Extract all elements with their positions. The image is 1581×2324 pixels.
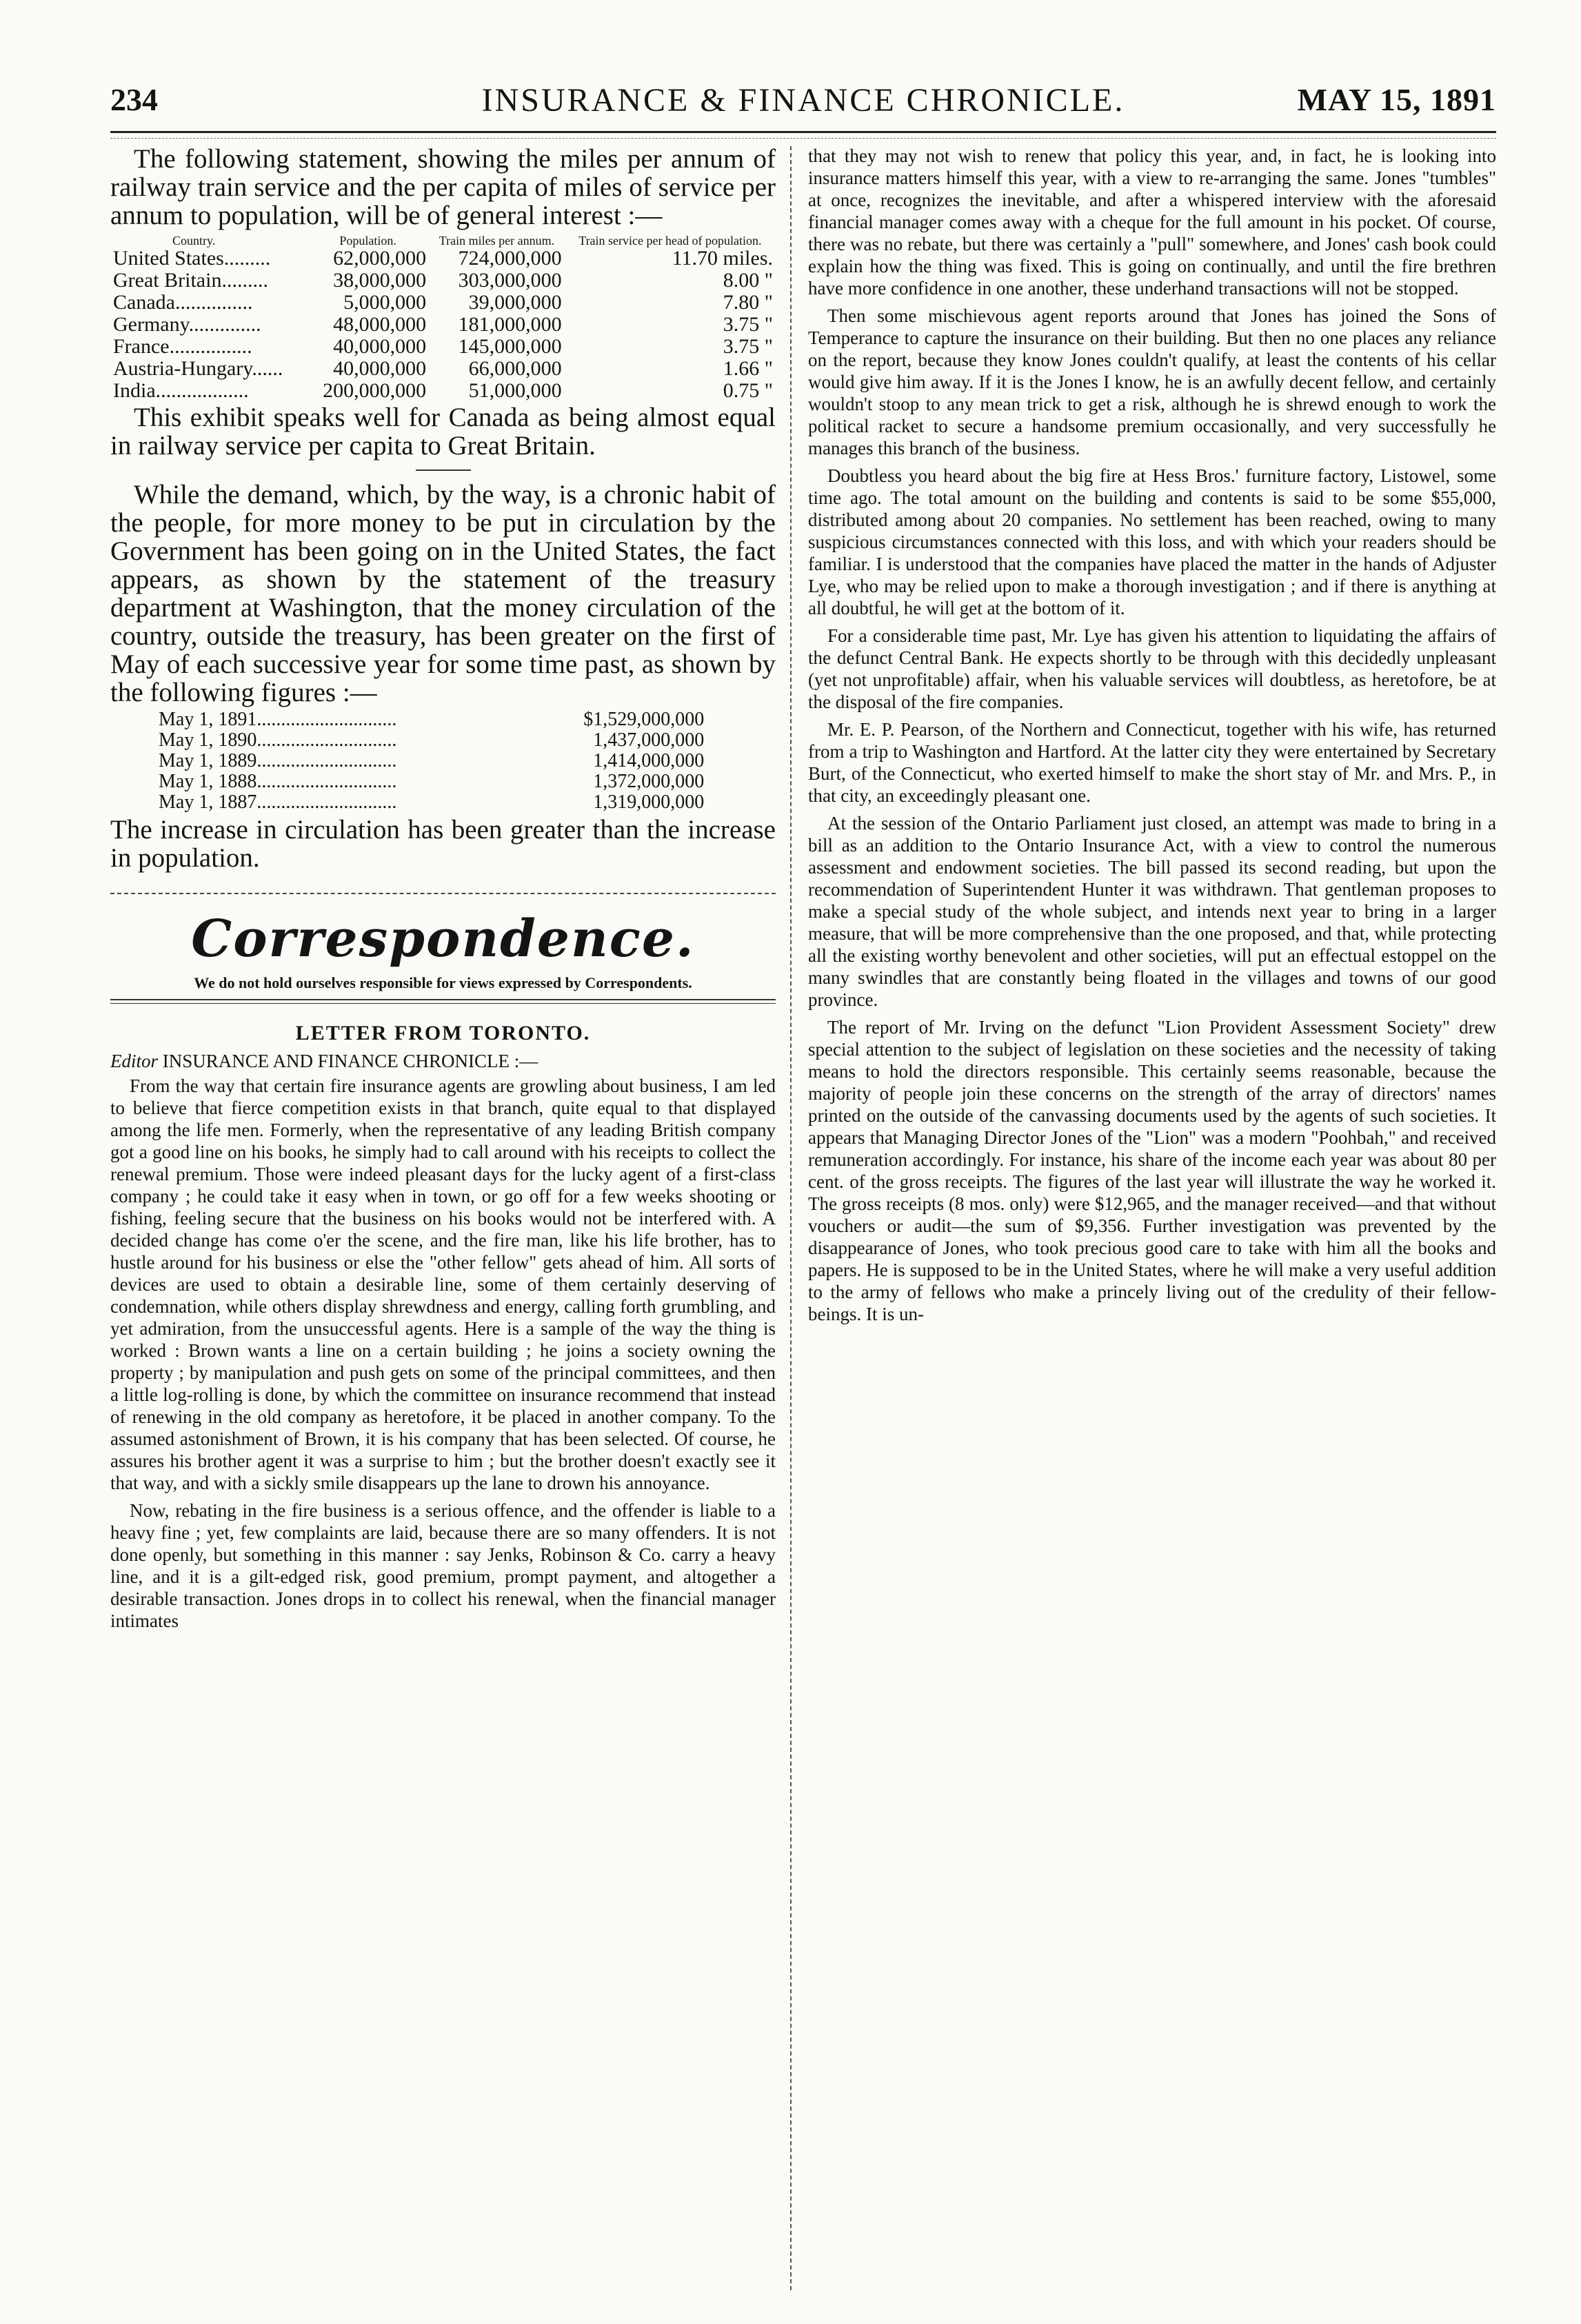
date-cell: May 1, 1887............................. [159,791,397,813]
letter-paragraph: Doubtless you heard about the big fire at Hess Bros.' furniture factory, Listowel, some time ago. The total amount on the building and contents is said to be some $55,000, distributed among about 20 companies. No settlement has been reached, owing to many suspicious circumstances connected with this loss, and with which your readers should be familiar. I is understood that the companies have placed the matter in the hands of Adjuster Lye, who may be relied upon to make a thorough investigation ; and if there is anything at all doubtful, he will get at the bottom of it. [808,465,1496,618]
circulation-article [110,481,776,872]
population-cell: 5,000,000 [343,291,427,314]
railway-header-country: Country. [172,234,216,247]
train-miles-cell: 51,000,000 [468,379,562,402]
amount-cell: 1,437,000,000 [593,729,705,751]
letter-body-right [808,145,1496,1325]
population-cell: 62,000,000 [333,247,427,270]
railway-table [110,234,776,402]
correspondence-disclaimer: We do not hold ourselves responsible for views expressed by Correspondents. [194,974,692,991]
country-cell: Germany.............. [113,313,261,336]
letter-body-left [110,1075,776,1632]
section-separator [416,469,471,471]
amount-cell: 1,319,000,000 [593,791,705,813]
service-cell: 11.70 miles. [672,247,773,270]
amount-cell: 1,372,000,000 [593,771,705,792]
train-miles-cell: 39,000,000 [468,291,562,314]
amount-cell: 1,414,000,000 [593,750,705,771]
circulation-table [159,709,704,813]
letter-paragraph: Now, rebating in the fire business is a serious offence, and the offender is liable to a heavy fine ; yet, few complaints are laid, because there are so many offenders. It is not done openly, but something in this manner : say Jenks, Robinson & Co. carry a heavy line, and it is a gilt-edged risk, good premium, prompt payment, and altogether a desirable transaction. Jones drops in to collect his renewal, when the financial manager intimates [110,1500,776,1631]
letter-paragraph: At the session of the Ontario Parliament just closed, an attempt was made to bring in a bill as an addition to the Ontario Insurance Act, with a view to control the numerous assessment and endowment societies. The bill passed its second reading, but upon the recommendation of Superintendent Hunter it was withdrawn. That gentleman proposes to make a special study of the whole subject, and intends next year to bring in a larger measure, that will be more comprehensive than the one proposed, and that, while protecting all the existing worthy benevolent and other societies, will put an effectual estoppel on the many swindles that are constantly being floated in the villages and towns of our good province. [808,813,1496,1010]
table-row [110,247,776,270]
page-number: 234 [110,82,158,117]
population-cell: 40,000,000 [333,335,427,358]
decorative-rule [110,893,776,894]
salutation-publication: INSURANCE AND FINANCE CHRONICLE :— [162,1051,538,1071]
column-divider [790,146,792,2290]
service-cell: 1.66 " [723,357,773,380]
table-row [159,792,704,813]
train-miles-cell: 724,000,000 [458,247,562,270]
table-row [110,358,776,380]
country-cell: Austria-Hungary...... [113,357,283,380]
issue-date: MAY 15, 1891 [1297,82,1496,117]
service-cell: 3.75 " [723,313,773,336]
date-cell: May 1, 1891............................. [159,709,397,730]
letter-paragraph: The report of Mr. Irving on the defunct "Lion Provident Assessment Society" drew special attention to the subject of legislation on these societies and the necessity of taking means to hold the directors responsible. This certainly seems reasonable, because the majority of people join these concerns on the strength of the array of directors' names printed on the outside of the canvassing documents used by the agents of such societies. It appears that Managing Director Jones of the "Lion" was a modern "Poohbah," and received remuneration accordingly. For instance, his share of the income each year was about 80 per cent. of the gross receipts. The figures of the last year will illustrate the way he worked it. The gross receipts (8 mos. only) were $12,965, and the manager received—and that without vouchers or audit—the sum of $9,356. Further investigation was prevented by the disappearance of Jones, who took precious good care to take with him all the books and papers. He is supposed to be in the United States, where he will make a very useful addition to the army of fellows who make a princely living out of the credulity of their fellow-beings. It is un- [808,1017,1496,1324]
country-cell: Great Britain......... [113,269,268,292]
letter-salutation [110,1051,776,1072]
header-rule-dashed [110,138,1496,139]
service-cell: 7.80 " [723,291,773,314]
table-row [110,292,776,314]
country-cell: France................ [113,335,252,358]
circulation-conclusion: The increase in circulation has been greater than the increase in population. [110,815,776,873]
header-rule [110,131,1496,133]
railway-conclusion: This exhibit speaks well for Canada as being almost equal in railway service per capita to Great Britain. [110,403,776,461]
population-cell: 40,000,000 [333,357,427,380]
table-row [110,270,776,292]
population-cell: 48,000,000 [333,313,427,336]
double-rule [110,999,776,1004]
table-row [159,771,704,792]
population-cell: 38,000,000 [333,269,427,292]
country-cell: United States......... [113,247,271,270]
letter-title: LETTER FROM TORONTO. [295,1022,591,1044]
right-column [808,145,1496,2310]
letter-paragraph: that they may not wish to renew that policy this year, and, in fact, he is looking into insurance matters himself this year, with a view to re-arranging the same. Jones "tumbles" at once, recognizes the inevitable, and after a whispered interview with the aforesaid financial manager comes away with a cheque for the full amount in his pocket. Of course, there was no rebate, but there was certainly a "pull" somewhere, and Jones' cash book could explain how the thing was fixed. This is going on continually, and until the fire brethren have more confidence in one another, these underhand transactions will not be stopped. [808,145,1496,299]
country-cell: India.................. [113,379,249,402]
train-miles-cell: 66,000,000 [468,357,562,380]
train-miles-cell: 145,000,000 [458,335,562,358]
letter-paragraph: Mr. E. P. Pearson, of the Northern and Connecticut, together with his wife, has returned from a trip to Washington and Hartford. At the latter city they were entertained by Secretary Burt, of the Connecticut, who exerted himself to make the short stay of Mr. and Mrs. P., in that city, an exceedingly pleasant one. [808,719,1496,806]
left-column [110,145,776,2310]
amount-cell: $1,529,000,000 [583,709,705,730]
salutation-editor: Editor [110,1051,159,1071]
letter-paragraph: Then some mischievous agent reports around that Jones has joined the Sons of Temperance to capture the insurance on their building. But then no one places any reliance on the report, because they know Jones couldn't qualify, at least the contents of his cellar would give him away. If it is the Jones I know, he is an awfully decent fellow, and certainly wouldn't stoop to any mean trick to get a risk, although he is shrewd enough to work the political racket to secure a handsome premium occasionally, and very successfully he manages this branch of the business. [808,305,1496,458]
railway-header-population: Population. [339,234,396,247]
railway-table-header [110,234,776,247]
table-row [159,730,704,751]
population-cell: 200,000,000 [323,379,427,402]
page-header [110,81,1496,123]
table-row [110,314,776,336]
service-cell: 0.75 " [723,379,773,402]
service-cell: 8.00 " [723,269,773,292]
country-cell: Canada............... [113,291,253,314]
train-miles-cell: 181,000,000 [458,313,562,336]
railway-intro: The following statement, showing the miles per annum of railway train service and the per capita of miles of service per annum to population, will be of general interest :— [110,145,776,230]
table-row [159,709,704,730]
railway-header-train-miles: Train miles per annum. [439,234,555,247]
table-row [159,751,704,771]
letter-paragraph: For a considerable time past, Mr. Lye has given his attention to liquidating the affairs of the defunct Central Bank. He expects shortly to be through with this decidedly unpleasant (yet not unprofitable) affair, when his valuable services will doubtless, as heretofore, be at the disposal of the fire companies. [808,625,1496,712]
table-row [110,336,776,358]
letter-paragraph: From the way that certain fire insurance agents are growling about business, I am led to believe that fierce competition exists in that branch, quite equal to that displayed among the life men. Formerly, when the representative of any leading British company got a good line on his books, he simply had to call around with his receipts to collect the renewal premium. Those were indeed pleasant days for the lucky agent of a first-class company ; he could take it easy when in town, or go off for a few weeks shooting or fishing, feeling secure that the business on his books would not be interfered with. A decided change has come o'er the scene, and the fire man, like his life brother, has to hustle around for his business or else the "other fellow" gets ahead of him. All sorts of devices are used to obtain a desirable line, some of them certainly deserving of condemnation, while others display shrewdness and energy, calling forth grumbling, and yet admiration, from the unsuccessful agents. Here is a sample of the way the thing is worked : Brown wants a line on a certain building ; he joins a society owning the property ; by manipulation and push gets on some of the principal committees, and then a little log-rolling is done, by which the committee on insurance recommend that instead of renewing in the old company as heretofore, it be placed in another company. To the assumed astonishment of Brown, it is his company that has been selected. Of course, he assures his brother agent it was a surprise to him ; but the brother doesn't exactly see it that way, and with a sickly smile disappears up the lane to drown his annoyance. [110,1075,776,1493]
date-cell: May 1, 1888............................. [159,771,397,792]
date-cell: May 1, 1890............................. [159,729,397,751]
service-cell: 3.75 " [723,335,773,358]
publication-title: INSURANCE & FINANCE CHRONICLE. [481,82,1125,119]
table-row [110,380,776,402]
circulation-intro: While the demand, which, by the way, is a chronic habit of the people, for more money to be put in circulation by the Government has been going on in the United States, the fact appears, as shown by the statement of the treasury department at Washington, that the money circulation of the country, outside the treasury, has been greater on the first of May of each successive year for some time past, as shown by the following figures :— [110,480,776,707]
railway-article [110,145,776,460]
correspondence-heading: Correspondence. [191,909,695,969]
railway-header-service: Train service per head of population. [578,234,762,247]
train-miles-cell: 303,000,000 [458,269,562,292]
date-cell: May 1, 1889............................. [159,750,397,771]
